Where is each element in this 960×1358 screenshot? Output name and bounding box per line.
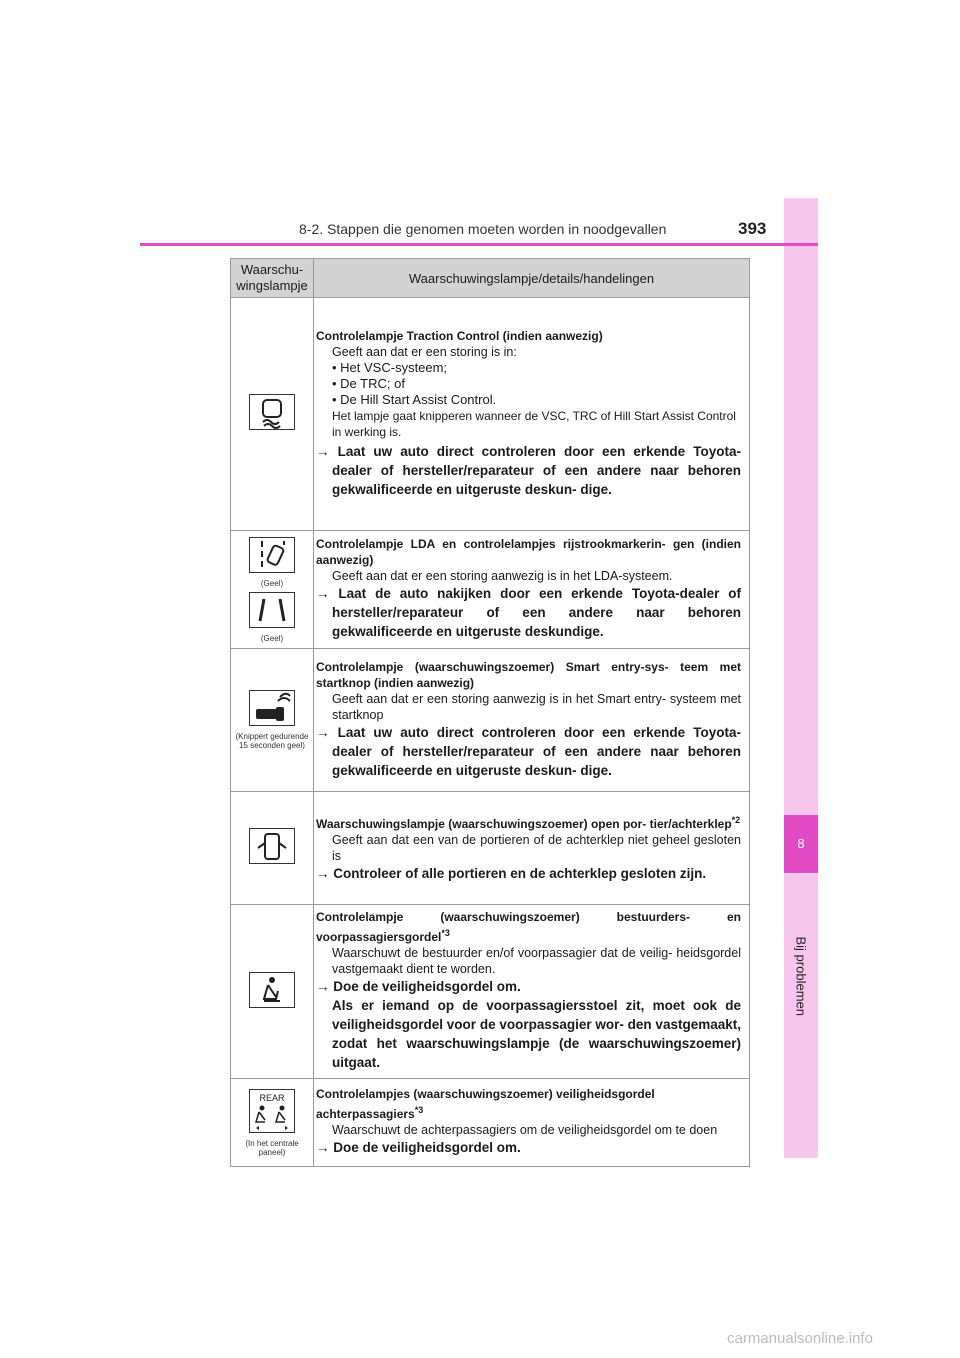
chapter-title: Bij problemen <box>793 936 809 1016</box>
chapter-number: 8 <box>784 815 818 873</box>
table-row <box>231 531 750 649</box>
row-title: Controlelampje LDA en controlelampjes rijstrookmarkerin- gen (indien aanwezig) <box>316 537 741 567</box>
footnote-ref: *3 <box>441 928 450 938</box>
open-door-icon <box>249 828 295 864</box>
footnote-ref: *3 <box>414 1105 424 1115</box>
header-divider <box>140 243 818 246</box>
row-description: Geeft aan dat een van de portieren of de achterklep niet geheel gesloten is <box>332 832 741 863</box>
table-header <box>231 259 750 298</box>
smart-key-icon <box>249 690 295 726</box>
lda-icon <box>249 537 295 573</box>
row-title <box>316 909 741 945</box>
table-row <box>231 649 750 792</box>
row-description: Waarschuwt de achterpassagiers om de veiligheidsgordel om te doen <box>332 1123 718 1137</box>
bullet-item: • Het VSC-systeem; <box>332 359 448 375</box>
row-title <box>316 1086 741 1122</box>
footnote-ref: *2 <box>731 814 741 825</box>
row-action: → Doe de veiligheidsgordel om. <box>316 1140 521 1155</box>
lane-marker-icon <box>249 592 295 628</box>
row-title: Controlelampje Traction Control (indien aanwezig) <box>316 328 603 343</box>
row-note: Het lampje gaat knipperen wanneer de VSC, TRC of Hill Start Assist Control in werking is. <box>332 408 736 439</box>
row-action: → Laat uw auto direct controleren door een erkende Toyota-dealer of hersteller/reparateur of een andere naar behoren gekwalificeerde en uitgeruste deskun- dige. <box>316 724 741 778</box>
rear-label: REAR <box>259 1092 285 1103</box>
row-title-text: Controlelampjes (waarschuwingszoemer) veiligheidsgordel achterpassagiers <box>316 1087 655 1121</box>
row-action: → Laat de auto nakijken door een erkende Toyota-dealer of hersteller/reparateur of een andere naar behoren gekwalificeerde en uitgeruste deskundige. <box>316 586 741 639</box>
column-header-details: Waarschuwingslampje/details/handelingen <box>314 259 750 298</box>
row-action: → Doe de veiligheidsgordel om. <box>316 979 521 994</box>
table-row <box>231 298 750 531</box>
row-title-text: Controlelampje (waarschuwingszoemer) bestuurders- en voorpassagiersgordel <box>316 910 741 944</box>
bullet-item: • De TRC; of <box>332 375 405 391</box>
seatbelt-icon <box>249 972 295 1008</box>
row-title-text: Waarschuwingslampje (waarschuwingszoemer) open por- tier/achterklep <box>316 816 732 831</box>
section-title: 8-2. Stappen die genomen moeten worden in noodgevallen <box>299 221 667 237</box>
row-description: Geeft aan dat er een storing aanwezig is in het LDA-systeem. <box>332 569 673 583</box>
warning-light-table <box>230 258 750 1167</box>
icon-caption: (Knippert gedurende 15 seconden geel) <box>235 732 309 750</box>
row-action: → Laat uw auto direct controleren door een erkende Toyota-dealer of hersteller/reparateur of een andere naar behoren gekwalificeerde en uitgeruste deskun- dige. <box>316 443 741 497</box>
row-title <box>316 812 741 832</box>
table-row <box>231 905 750 1079</box>
footer-watermark: carmanualsonline.info <box>727 1330 873 1347</box>
icon-caption: (Geel) <box>260 578 284 588</box>
traction-control-icon <box>249 394 295 430</box>
rear-seatbelt-icon <box>249 1089 295 1133</box>
row-description: Geeft aan dat er een storing aanwezig is in het Smart entry- systeem met startknop <box>332 691 741 722</box>
icon-caption: (In het centrale paneel) <box>245 1138 299 1157</box>
icon-caption: (Geel) <box>260 633 284 643</box>
table-row <box>231 792 750 905</box>
row-description: Waarschuwt de bestuurder en/of voorpassagier dat de veilig- heidsgordel vastgemaakt dient te worden. <box>332 946 741 976</box>
table-row <box>231 1079 750 1167</box>
row-title: Controlelampje (waarschuwingszoemer) Smart entry-sys- teem met startknop (indien aanwezig) <box>316 659 741 690</box>
bullet-item: • De Hill Start Assist Control. <box>332 391 497 407</box>
row-action-detail: Als er iemand op de voorpassagiersstoel zit, moet ook de veiligheidsgordel voor de voorpassagier wor- den vastgemaakt, zodat het waarschuwingslampje (de waarschuwingszoemer) uitgaat. <box>332 998 741 1070</box>
row-action: → Controleer of alle portieren en de achterklep gesloten zijn. <box>316 865 707 881</box>
column-header-lamp: Waarschu- wingslampje <box>231 259 314 298</box>
row-description: Geeft aan dat er een storing is in: <box>332 344 517 359</box>
page-number: 393 <box>738 219 767 238</box>
